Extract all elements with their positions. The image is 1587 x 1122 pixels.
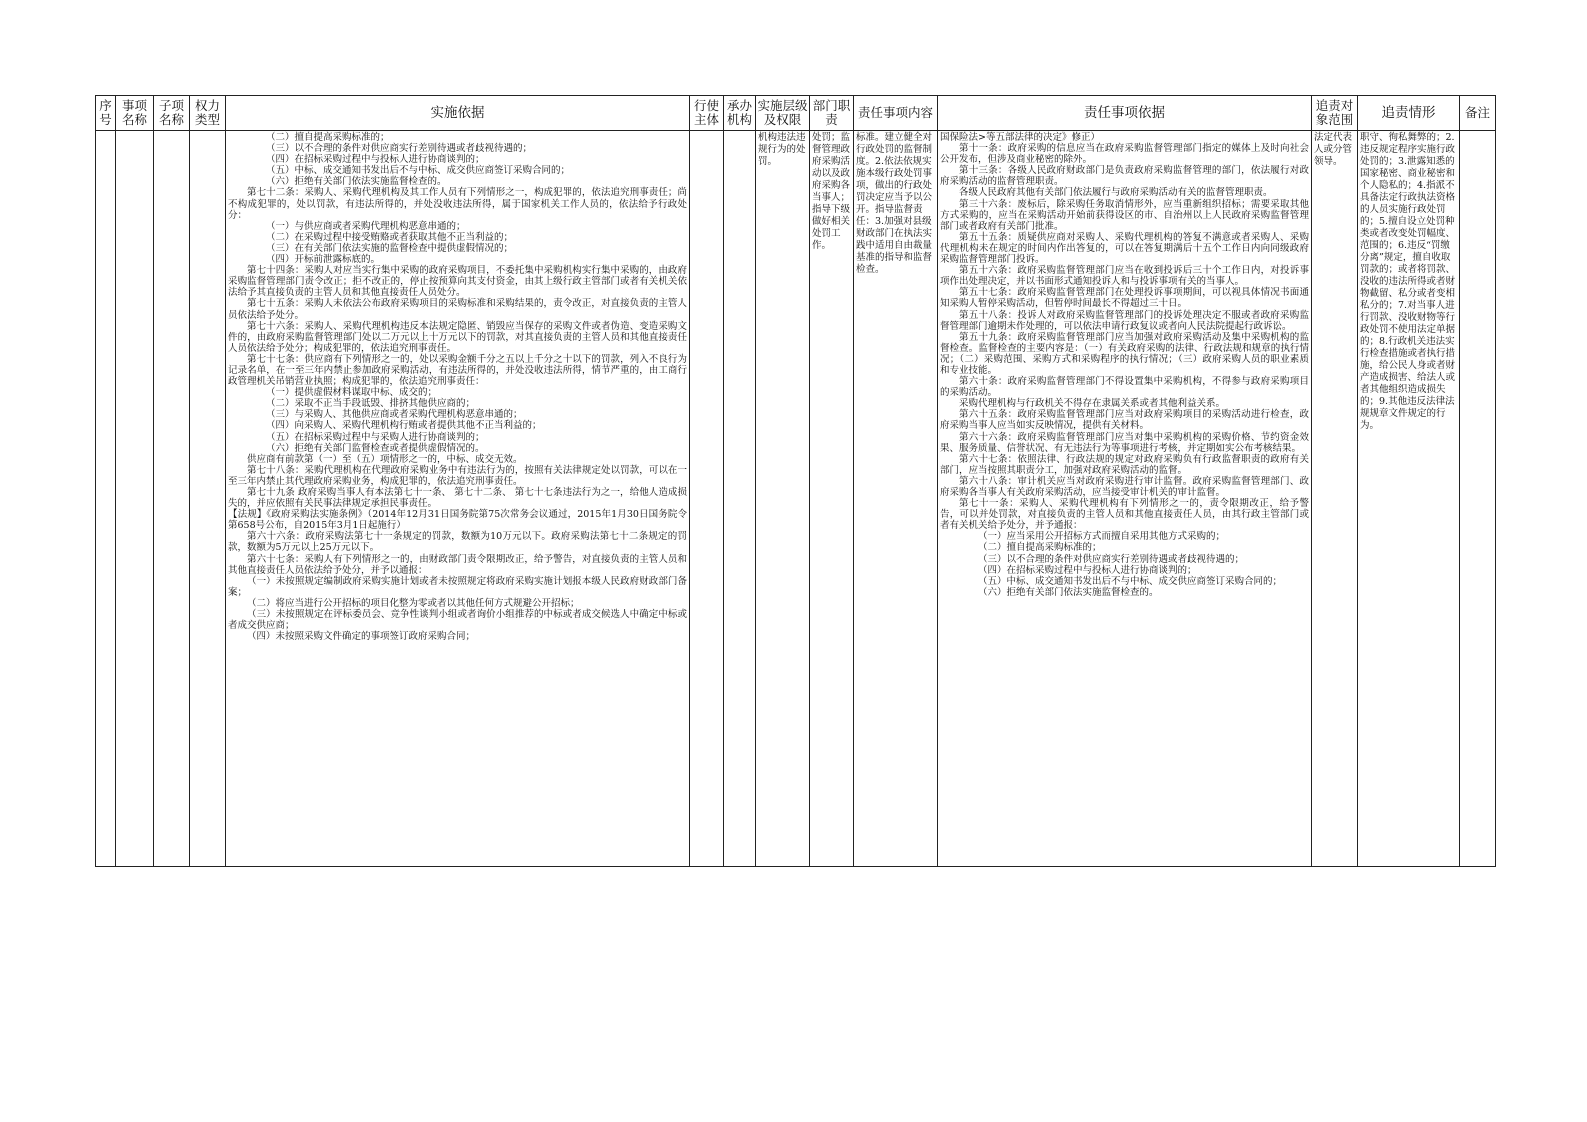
cell-undertaker xyxy=(724,131,756,867)
resp-basis-paragraph: （一）应当采用公开招标方式而擅自采用其他方式采购的； xyxy=(978,531,1226,543)
resp-basis-paragraph: 第六十六条：政府采购监督管理部门应当对集中采购机构的采购价格、节约资金效果、服务质量、信誉状况、有无违法行为等事项进行考核，并定期如实公布考核结果。 xyxy=(940,431,1309,454)
basis-paragraph: （一）提供虚假材料谋取中标、成交的； xyxy=(266,387,438,399)
basis-paragraph: 第七十八条：采购代理机构在代理政府采购业务中有违法行为的，按照有关法律规定处以罚款，可以在一至三年内禁止其代理政府采购业务，构成犯罪的，依法追究刑事责任。 xyxy=(228,464,687,487)
cell-resp-basis xyxy=(938,131,1312,867)
header-row xyxy=(96,96,1496,131)
basis-paragraph: （六）拒绝有关部门监督检查或者提供虚假情况的。 xyxy=(266,442,485,454)
basis-paragraph: 第七十四条：采购人对应当实行集中采购的政府采购项目，不委托集中采购机构实行集中采购的，由政府采购监督管理部门责令改正；拒不改正的，停止按预算向其支付资金，由其上级行政主管部门或者有关机关依法给予其直接负责的主管人员和其他直接责任人员处分。 xyxy=(228,265,687,299)
resp-basis-paragraph: 第六十五条：政府采购监督管理部门应当对政府采购项目的采购活动进行检查，政府采购当事人应当如实反映情况，提供有关材料。 xyxy=(940,409,1309,432)
basis-paragraph: （二）将应当进行公开招标的项目化整为零或者以其他任何方式规避公开招标； xyxy=(247,597,580,609)
cell-resp-content xyxy=(854,131,938,867)
resp-basis-paragraph: 第五十九条：政府采购监督管理部门应当加强对政府采购活动及集中采购机构的监督检查。监督检查的主要内容是：（一）有关政府采购的法律、行政法规和规章的执行情况；（二）采购范围、采购方式和采购程序的执行情况；（三）政府采购人员的职业素质和专业技能。 xyxy=(940,331,1309,376)
basis-paragraph: （四）开标前泄露标底的。 xyxy=(266,254,381,266)
resp-basis-paragraph: 第六十条：政府采购监督管理部门不得设置集中采购机构，不得参与政府采购项目的采购活动。 xyxy=(940,376,1309,399)
basis-paragraph: 第七十六条：采购人、采购代理机构违反本法规定隐匿、销毁应当保存的采购文件或者伪造、变造采购文件的，由政府采购监督管理部门处以二万元以上十万元以下的罚款，对其直接负责的主管人员和其他直接责任人员依法给予处分；构成犯罪的，依法追究刑事责任。 xyxy=(228,320,687,354)
cell-basis xyxy=(226,131,690,867)
resp-content-text: 标准。建立健全对行政处罚的监督制度。2.依法依规实施本级行政处罚事项，做出的行政处罚决定应当予以公开。指导监督责任：3.加强对县级财政部门在执法实践中适用自由裁量基准的指导和监督检查。 xyxy=(856,132,933,275)
cell-remark xyxy=(1460,131,1496,867)
header-subject: 行使主体 xyxy=(690,96,724,131)
resp-basis-paragraph: （二）擅自提高采购标准的； xyxy=(978,542,1102,554)
responsibility-table xyxy=(95,95,1496,867)
basis-paragraph: 第七十九条 政府采购当事人有本法第七十一条、 第七十二条、 第七十七条违法行为之一，给他人造成损失的，并应依照有关民事法律规定承担民事责任。 xyxy=(228,487,687,510)
resp-basis-paragraph: （六）拒绝有关部门依法实施监督检查的。 xyxy=(978,586,1159,598)
header-undertaker: 承办机构 xyxy=(724,96,756,131)
basis-paragraph: （二）擅自提高采购标准的； xyxy=(266,132,390,143)
basis-paragraph: （四）未按照采购文件确定的事项签订政府采购合同； xyxy=(247,631,476,643)
basis-paragraph: （六）拒绝有关部门依法实施监督检查的。 xyxy=(266,176,447,188)
cell-sub-name xyxy=(154,131,190,867)
header-basis: 实施依据 xyxy=(226,96,690,131)
basis-paragraph: 【法规】《政府采购法实施条例》（2014年12月31日国务院第75次常务会议通过，2015年1月30日国务院令第658号公布，自2015年3月1日起施行） xyxy=(228,509,687,532)
basis-paragraph: （四）在招标采购过程中与投标人进行协商谈判的； xyxy=(266,154,485,166)
resp-basis-paragraph: 第七十一条：采购人、采购代理机构有下列情形之一的，责令限期改正，给予警告，可以并处罚款，对直接负责的主管人员和其他直接责任人员，由其行政主管部门或者有关机关给予处分，并予通报： xyxy=(940,498,1309,532)
header-scope: 追责对象范围 xyxy=(1312,96,1358,131)
resp-basis-paragraph: 第十三条：各级人民政府财政部门是负责政府采购监督管理的部门，依法履行对政府采购活动的监督管理职责。 xyxy=(940,165,1309,188)
basis-paragraph: （一）未按照规定编制政府采购实施计划或者未按照规定将政府采购实施计划报本级人民政府财政部门备案； xyxy=(228,575,687,598)
resp-basis-paragraph: 采购代理机构与行政机关不得存在隶属关系或者其他利益关系。 xyxy=(959,398,1226,410)
cell-dept-duty xyxy=(810,131,854,867)
header-situations: 追责情形 xyxy=(1358,96,1460,131)
resp-basis-paragraph: 各级人民政府其他有关部门依法履行与政府采购活动有关的监督管理职责。 xyxy=(959,187,1273,199)
resp-basis-paragraph: （三）以不合理的条件对供应商实行差别待遇或者歧视待遇的； xyxy=(978,553,1245,565)
header-sub-name: 子项名称 xyxy=(154,96,190,131)
cell-situations xyxy=(1358,131,1460,867)
cell-power-type xyxy=(190,131,226,867)
basis-paragraph: （一）与供应商或者采购代理机构恶意串通的； xyxy=(266,220,466,232)
basis-paragraph: 第六十六条：政府采购法第七十一条规定的罚款，数额为10万元以下。政府采购法第七十二条规定的罚款，数额为5万元以上25万元以下。 xyxy=(228,531,687,554)
header-item-name: 事项名称 xyxy=(116,96,154,131)
basis-paragraph: （四）向采购人、采购代理机构行贿或者提供其他不正当利益的； xyxy=(266,420,542,432)
resp-basis-paragraph: 国保险法>等五部法律的决定》修正） xyxy=(940,132,1100,143)
basis-paragraph: 第七十二条：采购人、采购代理机构及其工作人员有下列情形之一，构成犯罪的，依法追究刑事责任；尚不构成犯罪的，处以罚款，有违法所得的，并处没收违法所得，属于国家机关工作人员的，依法给予行政处分： xyxy=(228,187,687,221)
resp-basis-paragraph: 第五十五条：质疑供应商对采购人、采购代理机构的答复不满意或者采购人、采购代理机构未在规定的时间内作出答复的，可以在答复期满后十五个工作日内向同级政府采购监督管理部门投诉。 xyxy=(940,231,1309,266)
header-resp-content: 责任事项内容 xyxy=(854,96,938,131)
basis-paragraph: 第七十七条：供应商有下列情形之一的，处以采购金额千分之五以上千分之十以下的罚款，列入不良行为记录名单，在一至三年内禁止参加政府采购活动，有违法所得的，并处没收违法所得，情节严重的，由工商行政管理机关吊销营业执照；构成犯罪的，依法追究刑事责任： xyxy=(228,353,687,388)
resp-basis-paragraph: 第五十六条：政府采购监督管理部门应当在收到投诉后三十个工作日内，对投诉事项作出处理决定，并以书面形式通知投诉人和与投诉事项有关的当事人。 xyxy=(940,265,1309,288)
resp-basis-paragraph: （四）在招标采购过程中与投标人进行协商谈判的； xyxy=(978,564,1197,576)
resp-basis-paragraph: 第五十七条：政府采购监督管理部门在处理投诉事项期间，可以视具体情况书面通知采购人暂停采购活动，但暂停时间最长不得超过三十日。 xyxy=(940,287,1309,310)
basis-text xyxy=(226,131,689,866)
basis-paragraph: （三）未按照规定在评标委员会、竞争性谈判小组或者询价小组推荐的中标或者成交候选人中确定中标或者成交供应商； xyxy=(228,609,687,632)
basis-paragraph: （三）在有关部门依法实施的监督检查中提供虚假情况的； xyxy=(266,242,514,254)
resp-basis-paragraph: 第十一条：政府采购的信息应当在政府采购监督管理部门指定的媒体上及时向社会公开发布，但涉及商业秘密的除外。 xyxy=(940,143,1309,166)
basis-paragraph: （二）采取不正当手段诋毁、排挤其他供应商的； xyxy=(266,398,476,410)
situations-text: 职守、徇私舞弊的；2.违反规定程序实施行政处罚的；3.泄露知悉的国家秘密、商业秘密和个人隐私的；4.指派不具备法定行政执法资格的人员实施行政处罚的；5.擅自设立处罚种类或者改变处罚幅度、范围的；6.违反“罚缴分离”规定，擅自收取罚款的；或者将罚款、没收的违法所得或者财物截留、私分或者变相私分的；7.对当事人进行罚款、没收财物等行政处罚不使用法定单据的；8.行政机关违法实行检查措施或者执行措施，给公民人身或者财产造成损害、给法人或者其他组织造成损失的；9.其他违反法律法规规章文件规定的行为。 xyxy=(1360,132,1456,431)
header-level: 实施层级及权限 xyxy=(756,96,810,131)
basis-paragraph: 第七十五条：采购人未依法公布政府采购项目的采购标准和采购结果的，责令改正，对直接负责的主管人员依法给予处分。 xyxy=(228,298,687,321)
header-remark: 备注 xyxy=(1460,96,1496,131)
basis-paragraph: （三）与采购人、其他供应商或者采购代理机构恶意串通的； xyxy=(266,409,523,421)
header-power-type: 权力类型 xyxy=(190,96,226,131)
resp-basis-text xyxy=(938,131,1311,866)
scope-text: 法定代表人或分管领导。 xyxy=(1314,132,1353,167)
resp-basis-paragraph: （五）中标、成交通知书发出后不与中标、成交供应商签订采购合同的； xyxy=(978,575,1283,587)
cell-level xyxy=(756,131,810,867)
header-resp-basis: 责任事项依据 xyxy=(938,96,1312,131)
level-text: 机构违法违规行为的处罚。 xyxy=(758,132,806,167)
basis-paragraph: 供应商有前款第（一）至（五）项情形之一的，中标、成交无效。 xyxy=(247,453,523,465)
cell-item-name xyxy=(116,131,154,867)
basis-paragraph: （三）以不合理的条件对供应商实行差别待遇或者歧视待遇的； xyxy=(266,143,533,155)
header-seq: 序号 xyxy=(96,96,116,131)
resp-basis-paragraph: 第五十八条：投诉人对政府采购监督管理部门的投诉处理决定不服或者政府采购监督管理部门逾期未作处理的，可以依法申请行政复议或者向人民法院提起行政诉讼。 xyxy=(940,309,1309,332)
dept-duty-text: 处罚；监督管理政府采购活动以及政府采购各当事人；指导下级做好相关处罚工作。 xyxy=(812,132,851,251)
table-row xyxy=(96,131,1496,867)
cell-seq xyxy=(96,131,116,867)
basis-paragraph: 第六十七条：采购人有下列情形之一的，由财政部门责令限期改正，给予警告，对直接负责的主管人员和其他直接责任人员依法给予处分，并予以通报： xyxy=(228,553,687,576)
header-dept-duty: 部门职责 xyxy=(810,96,854,131)
resp-basis-paragraph: 第三十六条：废标后，除采购任务取消情形外，应当重新组织招标；需要采取其他方式采购的，应当在采购活动开始前获得设区的市、自治州以上人民政府采购监督管理部门或者政府有关部门批准。 xyxy=(940,198,1309,232)
document-page xyxy=(95,95,1495,865)
basis-paragraph: （五）在招标采购过程中与采购人进行协商谈判的； xyxy=(266,431,485,443)
resp-basis-paragraph: 第六十八条：审计机关应当对政府采购进行审计监督。政府采购监督管理部门、政府采购各当事人有关政府采购活动，应当接受审计机关的审计监督。 xyxy=(940,475,1309,498)
basis-paragraph: （五）中标、成交通知书发出后不与中标、成交供应商签订采购合同的； xyxy=(266,165,571,177)
resp-basis-paragraph: 第六十七条：依照法律、行政法规的规定对政府采购负有行政监督职责的政府有关部门，应当按照其职责分工，加强对政府采购活动的监督。 xyxy=(940,453,1309,476)
cell-scope xyxy=(1312,131,1358,867)
cell-subject xyxy=(690,131,724,867)
basis-paragraph: （二）在采购过程中接受贿赂或者获取其他不正当利益的； xyxy=(266,231,514,243)
